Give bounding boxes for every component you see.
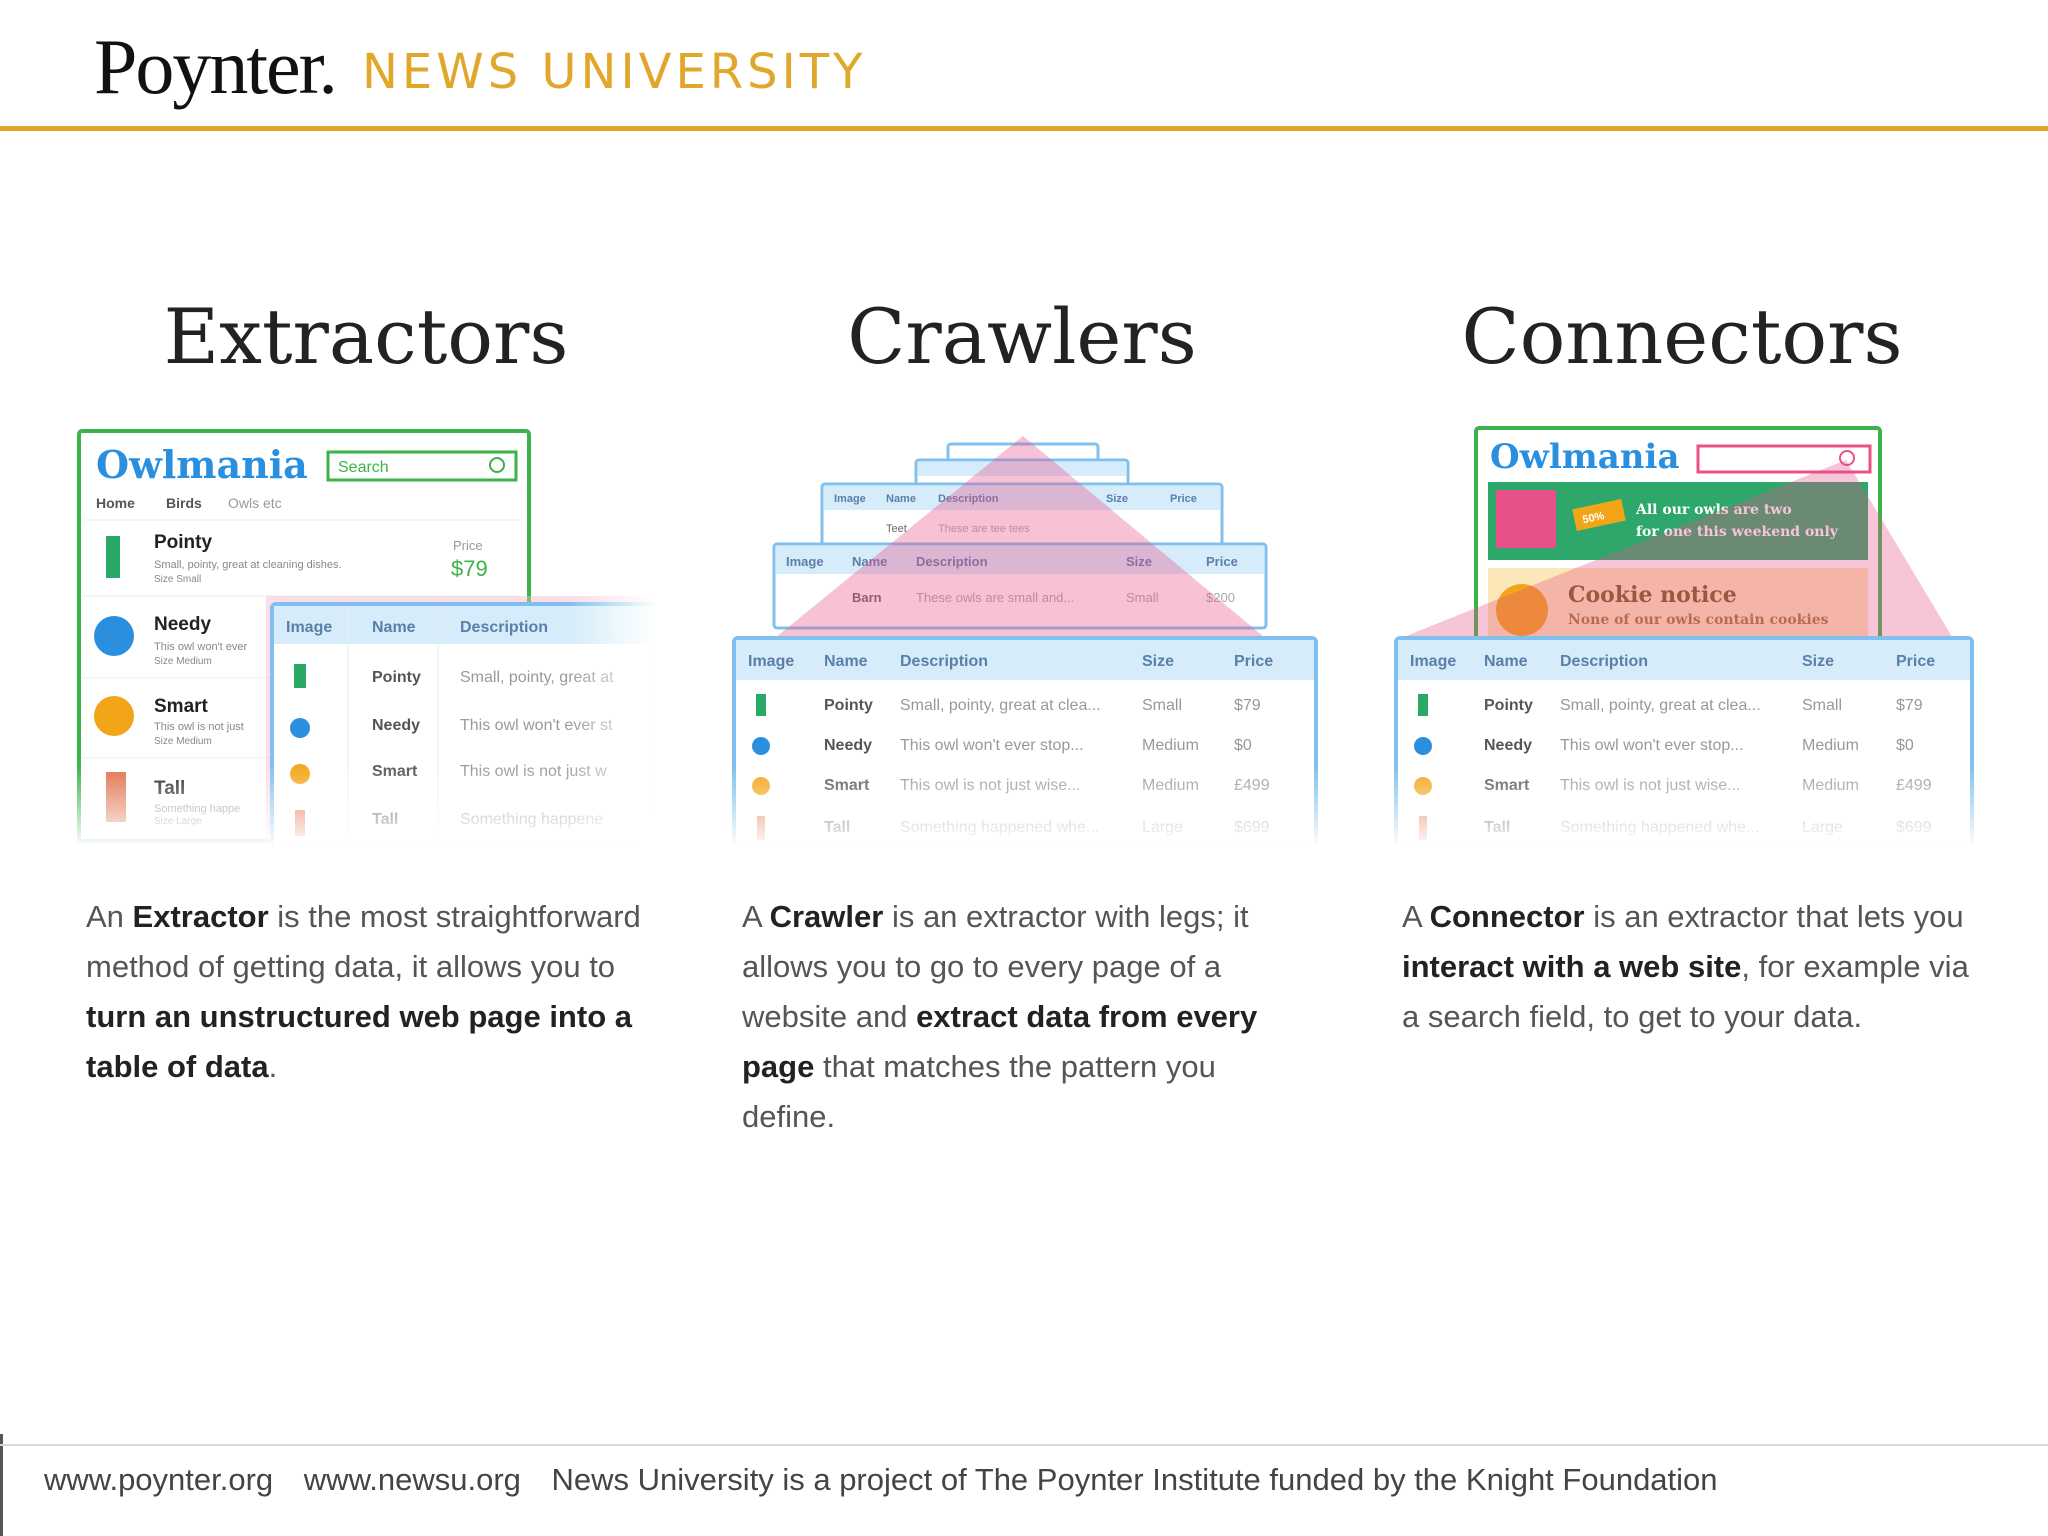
poynter-logo[interactable]: Poynter.	[94, 23, 336, 110]
footer-note: News University is a project of The Poynter Institute funded by the Knight Foundation	[551, 1462, 1718, 1497]
newsu-link[interactable]: www.newsu.org	[303, 1462, 521, 1497]
connector-illustration	[1392, 424, 1976, 848]
description-text: A	[1402, 899, 1430, 934]
description-emphasis: turn an unstructured web page into a table of data	[86, 999, 632, 1084]
crawler-description	[742, 892, 1302, 1142]
header	[0, 0, 2048, 132]
description-text: is the most straightforward method of getting data, it allows you to	[86, 899, 641, 984]
poynter-link[interactable]: www.poynter.org	[44, 1462, 274, 1497]
description-text: is an extractor with legs; it allows you to go to every page of a website and	[742, 899, 1249, 1034]
description-emphasis: Crawler	[769, 899, 884, 934]
footer-divider	[0, 1444, 2048, 1446]
description-text: that matches the pattern you define.	[742, 1049, 1216, 1134]
description-emphasis: Extractor	[132, 899, 269, 934]
extractors-title: Extractors	[163, 292, 569, 381]
footer	[44, 1462, 1740, 1498]
connector-description	[1402, 892, 1992, 1042]
header-divider	[0, 126, 2048, 131]
description-emphasis: extract data from every page	[742, 999, 1258, 1084]
crawlers-title: Crawlers	[847, 292, 1197, 381]
news-university-label: NEWS UNIVERSITY	[362, 44, 867, 100]
extractor-illustration	[76, 428, 656, 848]
description-emphasis: Connector	[1429, 899, 1585, 934]
description-text: , for example via a search field, to get to your data.	[1402, 949, 1969, 1034]
crawler-illustration	[730, 436, 1320, 848]
footer-edge	[0, 1434, 3, 1536]
connectors-title: Connectors	[1461, 292, 1903, 381]
description-text: .	[268, 1049, 278, 1084]
description-emphasis: interact with a web site	[1402, 949, 1742, 984]
description-text: A	[742, 899, 770, 934]
description-text: An	[86, 899, 133, 934]
description-text: is an extractor that lets you	[1584, 899, 1964, 934]
extractor-description	[86, 892, 666, 1092]
